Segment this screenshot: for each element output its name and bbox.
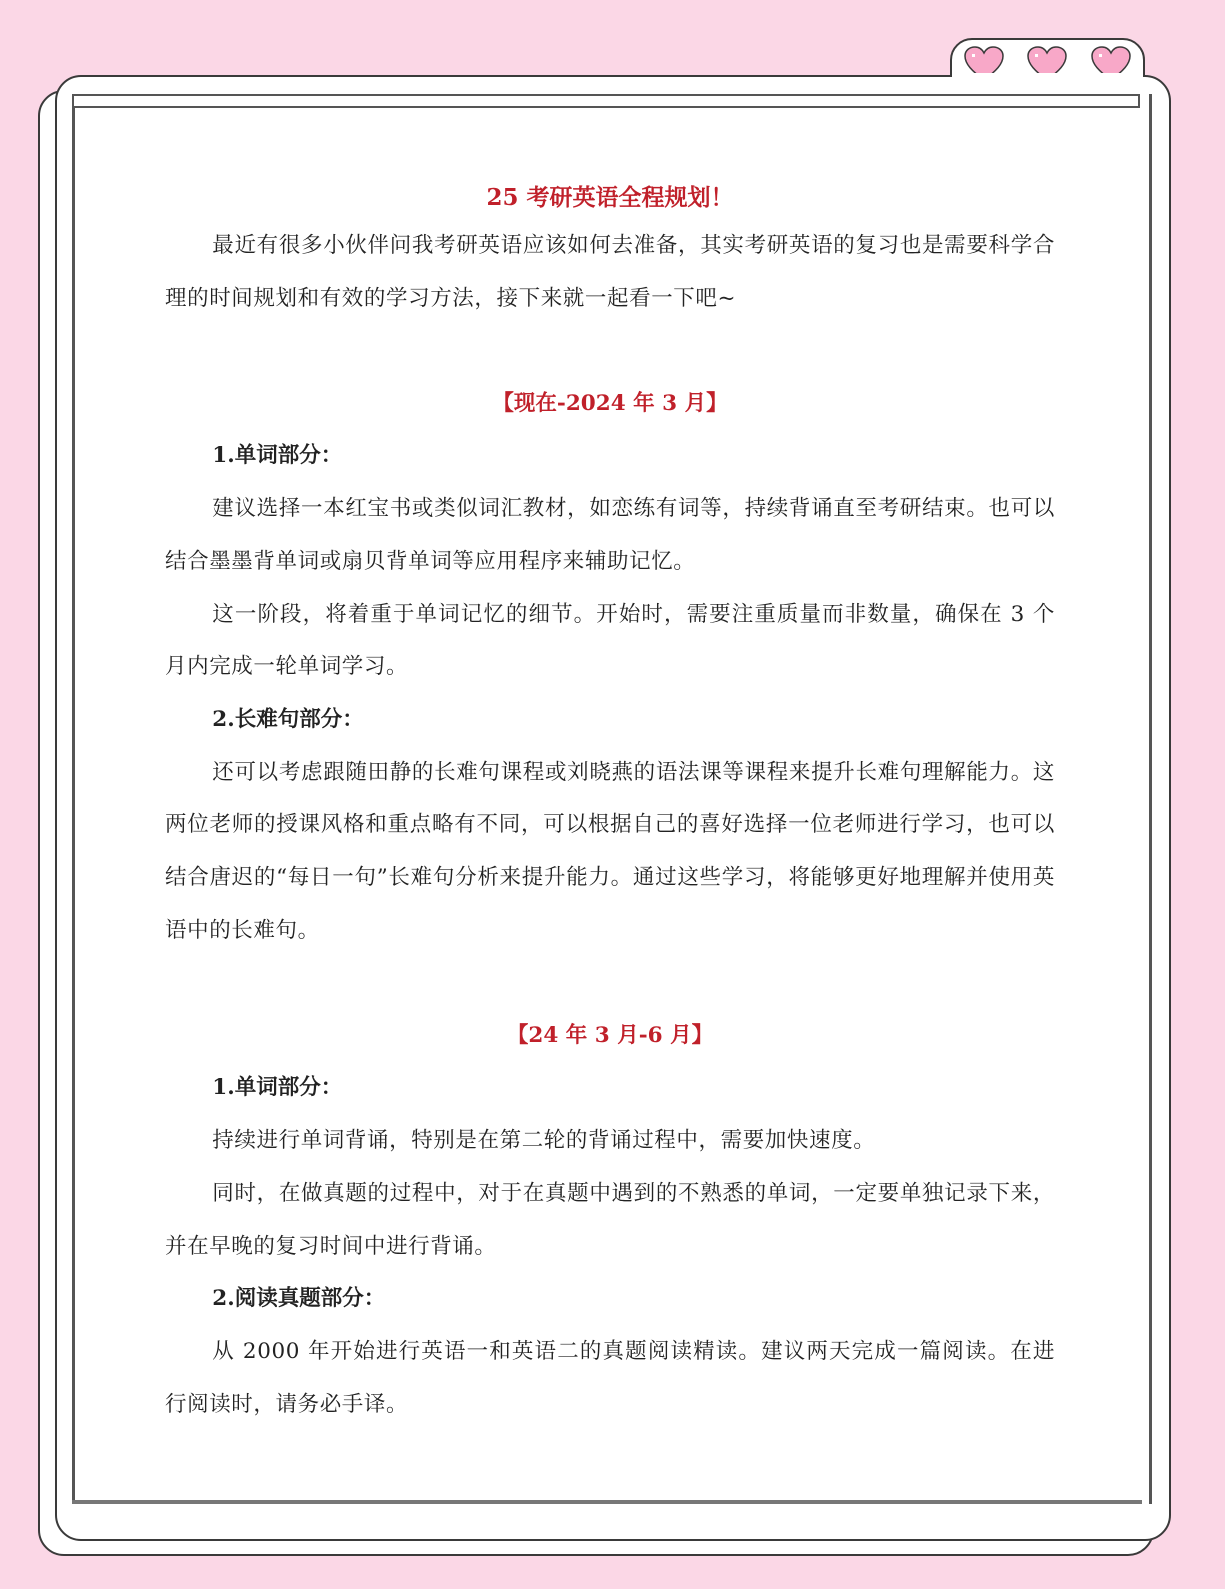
body-paragraph: 持续进行单词背诵，特别是在第二轮的背诵过程中，需要加快速度。: [212, 1128, 876, 1154]
page-bottom-rule: [72, 1500, 1142, 1504]
spacer: [165, 325, 1055, 378]
body-paragraph: 从 2000 年开始进行英语一和英语二的真题阅读精读。建议两天完成一篇阅读。在进行阅读时，请务必手译。: [165, 1338, 1055, 1417]
body-paragraph: 同时，在做真题的过程中，对于在真题中遇到的不熟悉的单词，一定要单独记录下来，并在早晚的复习时间中进行背诵。: [165, 1180, 1055, 1259]
spacer: [165, 957, 1055, 1010]
page-top-rule: [72, 94, 1140, 108]
section-heading: 【24 年 3 月-6 月】: [506, 1023, 714, 1049]
part-subtitle: 1.单词部分：: [212, 443, 343, 469]
body-paragraph: 还可以考虑跟随田静的长难句课程或刘晓燕的语法课等课程来提升长难句理解能力。这两位老师的授课风格和重点略有不同，可以根据自己的喜好选择一位老师进行学习，也可以结合唐迟的“每日一句”长难句分析来提升能力。通过这些学习，将能够更好地理解并使用英语中的长难句。: [165, 759, 1055, 943]
part-subtitle: 1.单词部分：: [212, 1075, 343, 1101]
part-subtitle: 2.长难句部分：: [212, 706, 364, 732]
body-paragraph: 这一阶段，将着重于单词记忆的细节。开始时，需要注重质量而非数量，确保在 3 个月内完成一轮单词学习。: [165, 601, 1055, 680]
document-title: 25 考研英语全程规划！: [486, 184, 734, 211]
tab-join: [952, 73, 1143, 79]
document-content: [165, 176, 1055, 1431]
section-heading: 【现在-2024 年 3 月】: [492, 391, 728, 417]
intro-paragraph: 最近有很多小伙伴问我考研英语应该如何去准备，其实考研英语的复习也是需要科学合理的时间规划和有效的学习方法，接下来就一起看一下吧~: [165, 233, 1055, 311]
part-subtitle: 2.阅读真题部分：: [212, 1286, 386, 1312]
body-paragraph: 建议选择一本红宝书或类似词汇教材，如恋练有词等，持续背诵直至考研结束。也可以结合墨墨背单词或扇贝背单词等应用程序来辅助记忆。: [165, 496, 1055, 574]
